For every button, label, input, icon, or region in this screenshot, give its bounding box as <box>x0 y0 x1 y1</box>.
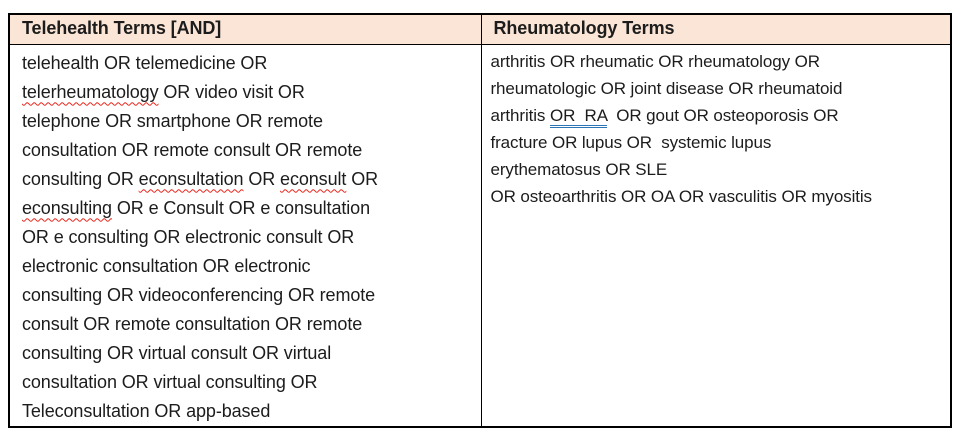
term-text: consultation OR remote consult OR remote <box>22 139 363 160</box>
term-line <box>491 129 947 156</box>
term-text: OR e Consult OR e consultation <box>111 197 370 218</box>
table-header-row <box>9 14 951 44</box>
term-text: consult OR remote consultation OR remote <box>22 313 363 334</box>
term-text: OR <box>243 168 281 189</box>
column-header-telehealth-terms: Telehealth Terms [AND] <box>9 14 481 44</box>
term-text: consulting OR <box>22 168 139 189</box>
term-line <box>491 48 947 75</box>
term-text: arthritis <box>490 105 550 125</box>
term-line <box>22 165 475 194</box>
table-row <box>9 44 951 427</box>
spellcheck-underlined-term: econsult <box>280 168 347 189</box>
term-line <box>22 223 475 252</box>
term-line <box>22 107 475 136</box>
term-text: telephone OR smartphone OR remote <box>22 110 323 131</box>
term-line <box>491 102 947 129</box>
telehealth-terms-cell <box>9 44 481 427</box>
term-text: OR osteoarthritis OR OA OR vasculitis OR myositis <box>490 186 872 206</box>
grammar-underlined-term: OR RA <box>550 106 607 128</box>
spellcheck-underlined-term: econsultation <box>138 168 244 189</box>
term-line <box>22 310 475 339</box>
term-text: OR e consulting OR electronic consult OR <box>22 226 355 247</box>
term-line <box>22 136 475 165</box>
term-line <box>22 368 475 397</box>
term-text: OR video visit OR <box>158 81 305 102</box>
term-line <box>22 194 475 223</box>
term-text: consultation OR virtual consulting OR <box>22 371 318 392</box>
term-line <box>22 49 475 78</box>
term-text: electronic consultation OR electronic <box>22 255 311 276</box>
term-line <box>22 252 475 281</box>
term-line <box>491 156 947 183</box>
term-line <box>22 339 475 368</box>
term-line <box>491 183 947 210</box>
search-terms-table <box>8 13 952 428</box>
term-line <box>22 397 475 426</box>
spellcheck-underlined-term: telerheumatology <box>22 81 159 102</box>
term-text: telehealth OR telemedicine OR <box>22 52 268 73</box>
term-text: OR gout OR osteoporosis OR <box>607 105 839 125</box>
term-text: consulting OR virtual consult OR virtual <box>22 342 332 363</box>
term-text: consulting OR videoconferencing OR remote <box>22 284 376 305</box>
term-line <box>491 75 947 102</box>
term-text: erythematosus OR SLE <box>490 159 668 179</box>
term-line <box>22 281 475 310</box>
rheumatology-terms-cell <box>481 44 951 427</box>
term-text: arthritis OR rheumatic OR rheumatology OR <box>490 51 820 71</box>
term-line <box>22 78 475 107</box>
term-text: Teleconsultation OR app-based <box>22 400 271 421</box>
term-text: fracture OR lupus OR systemic lupus <box>490 132 772 152</box>
term-text: rheumatologic OR joint disease OR rheumatoid <box>490 78 843 98</box>
column-header-rheumatology-terms: Rheumatology Terms <box>481 14 951 44</box>
spellcheck-underlined-term: econsulting <box>22 197 112 218</box>
term-text: OR <box>346 168 378 189</box>
